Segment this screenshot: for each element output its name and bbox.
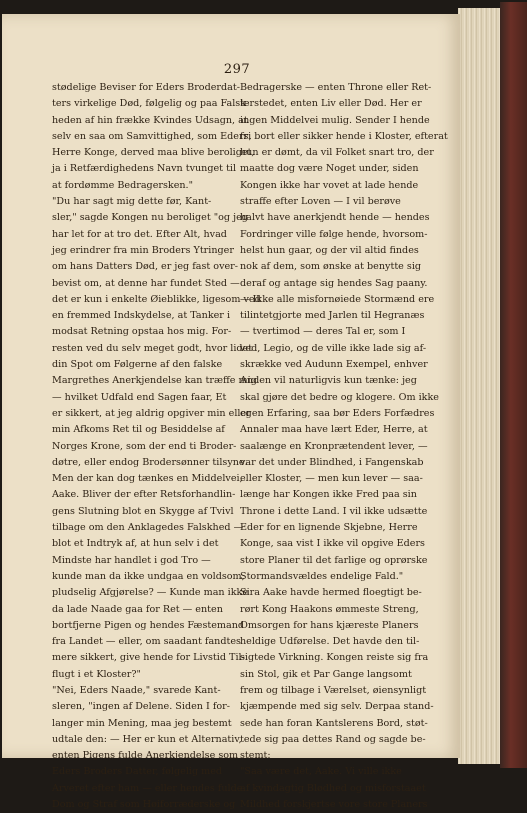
text-line: "Nei, Eders Naade," svarede Kant- (52, 684, 221, 696)
text-line: det er kun i enkelte Øieblikke, ligesom ved (52, 293, 261, 305)
text-line: halvt have anerkjendt hende — hendes (240, 212, 430, 224)
text-line: resten ved du selv meget godt, hvor lidet (52, 342, 253, 354)
text-line: Eders Broders Datter, følgelig med (52, 766, 223, 778)
text-line: Konge, saa vist I ikke vil opgive Eders (240, 538, 425, 550)
text-line: en fremmed Indskydelse, at Tanker i (52, 310, 231, 322)
text-column-right (240, 80, 448, 813)
text-line: maatte dog være Noget under, siden (240, 163, 419, 175)
book-cover-edge (500, 2, 527, 768)
text-line: tilintetgjorte med Jarlen til Hegranæs (240, 310, 425, 322)
text-line: Mildhed forskjertse vore store Planers (240, 799, 428, 811)
text-line: terstedet, enten Liv eller Død. Her er (240, 98, 422, 110)
text-line: udtale den: — Her er kun et Alternativ, (52, 733, 242, 745)
text-line: Dom og Straf som Høiforræderske og (52, 799, 236, 811)
text-line: sin Stol, gik et Par Gange langsomt (240, 668, 412, 680)
text-line: eller Kloster, — men kun lever — saa- (240, 473, 423, 485)
text-line: modsat Retning opstaa hos mig. For- (52, 326, 232, 338)
page-number: 297 (223, 62, 251, 77)
text-line: fri bort eller sikker hende i Kloster, efterat (240, 130, 448, 142)
text-line: Annaler maa have lært Eder, Herre, at (240, 424, 428, 436)
text-line: Kongen ikke har vovet at lade hende (240, 179, 419, 191)
text-line: tilbage om den Anklagedes Falskhed — (52, 522, 244, 534)
text-line: Men der kan dog tænkes en Middelvei, (52, 473, 243, 485)
text-line: Bedragerske — enten Throne eller Ret- (240, 82, 432, 93)
text-line: kjæmpende med sig selv. Derpaa stand- (240, 701, 434, 713)
text-line: om hans Datters Død, er jeg fast over- (52, 261, 238, 273)
text-line: pludselig Afgjørelse? — Kunde man ikke (52, 587, 249, 599)
text-line: sleren, "ingen af Delene. Siden I for- (52, 701, 230, 713)
text-line: langer min Mening, maa jeg bestemt (52, 717, 232, 729)
text-line: — Ikke alle misfornøiede Stormænd ere (240, 293, 435, 305)
text-line: ters virkelige Død, følgelig og paa Falsk- (52, 98, 250, 110)
text-line: Anden vil naturligvis kun tænke: jeg (240, 375, 417, 387)
text-line: Stormandsvældes endelige Fald." (240, 570, 404, 582)
text-line: — tvertimod — deres Tal er, som I (240, 326, 406, 338)
text-line: Mindste har handlet i god Tro — (52, 554, 211, 566)
text-line: Eder for en lignende Skjebne, Herre (240, 522, 418, 534)
text-line: længe har Kongen ikke Fred paa sin (240, 489, 417, 501)
text-line: Norges Krone, som der end ti Broder- (52, 440, 237, 452)
text-line: Omsorgen for hans kjæreste Planers (240, 619, 419, 631)
text-line: store Planer til det farlige og oprørske (240, 554, 428, 566)
text-line: tede sig paa dettes Rand og sagde be- (240, 733, 426, 745)
text-line: stødelige Beviser for Eders Broderdat- (52, 82, 240, 93)
text-line: din Spot om Følgerne af den falske (52, 359, 223, 371)
text-line: døtre, eller endog Brodersønner tilsyne. (52, 456, 248, 468)
text-line: egen Erfaring, saa bør Eders Forfædres (240, 407, 435, 419)
text-line: "Saa være det, Aake. Vi ville ikke (240, 766, 402, 778)
text-line: saalænge en Kronprætendent lever, — (240, 440, 428, 452)
text-line: Herre Konge, derved maa blive beroliget, (52, 147, 255, 159)
text-line: heldige Udførelse. Det havde den til- (240, 636, 420, 648)
text-line: "Du har sagt mig dette før, Kant- (52, 196, 212, 208)
text-line: har let for at tro det. Efter Alt, hvad (52, 228, 227, 240)
text-line: deraf og antage sig hendes Sag paany. (240, 277, 428, 289)
text-line: mere sikkert, give hende for Livstid Til- (52, 652, 245, 664)
text-line: min Afkoms Ret til og Besiddelse af (52, 424, 225, 436)
text-line: stemt: (240, 750, 271, 762)
text-line: nok af dem, som ønske at benytte sig (240, 261, 422, 273)
text-line: at fordømme Bedragersken." (52, 179, 194, 191)
text-line: ja i Retfærdighedens Navn tvunget til (52, 163, 237, 175)
text-line: rørt Kong Haakons ømmeste Streng, (240, 603, 419, 615)
text-line: skrække ved Audunn Exempel, enhver (240, 359, 428, 371)
book-page (2, 14, 460, 811)
text-line: helst hun gaar, og der vil altid findes (240, 244, 419, 256)
text-line: straffe efter Loven — I vil berøve (240, 196, 401, 208)
text-line: frem og tilbage i Værelset, øiensynligt (240, 684, 427, 696)
text-line: ingen Middelvei mulig. Sender I hende (240, 114, 430, 126)
text-line: skal gjøre det bedre og klogere. Om ikke (240, 391, 439, 403)
text-line: Margrethes Anerkjendelse kan træffe mig (52, 375, 257, 387)
text-line: enten Pigens fulde Anerkjendelse som (52, 750, 239, 762)
text-line: blot et Indtryk af, at hun selv i det (52, 538, 219, 550)
text-line: sler," sagde Kongen nu beroliget "og jeg (52, 212, 248, 224)
text-line: — hvilket Udfald end Sagen faar, Et (52, 391, 227, 403)
text-line: bortfjerne Pigen og hendes Fæstemand (52, 619, 245, 631)
text-line: jeg erindrer fra min Broders Ytringer (52, 244, 234, 256)
text-line: selv en saa om Samvittighed, som Eders, (52, 130, 252, 142)
text-line: sede han foran Kantslerens Bord, støt- (240, 717, 428, 729)
text-line: Aake. Bliver der efter Retsforhandlin- (52, 489, 236, 501)
text-line: er sikkert, at jeg aldrig opgiver min eller (52, 407, 251, 419)
text-line: heden af hin frække Kvindes Udsagn, at (52, 114, 248, 126)
text-line: sigtede Virkning. Kongen reiste sig fra (240, 652, 429, 664)
text-line: da lade Naade gaa for Ret — enten (52, 603, 223, 615)
text-line: Sira Aake havde hermed floegtigt be- (240, 587, 422, 599)
text-line: flugt i et Kloster?" (52, 668, 141, 680)
text-column-left (52, 80, 261, 813)
text-line: Fordringer ville følge hende, hvorsom- (240, 228, 428, 240)
text-line: gens Slutning blot en Skygge af Tvivl (52, 505, 234, 517)
text-line: kunde man da ikke undgaa en voldsom, (52, 570, 245, 582)
text-line: Arveret efter ham — eller hendes fulde (52, 782, 243, 794)
text-line: hun er dømt, da vil Folket snart tro, der (240, 147, 434, 159)
text-line: bevist om, at denne har fundet Sted — (52, 277, 240, 289)
text-line: var det under Blindhed, i Fangenskab (240, 456, 424, 468)
text-line: fra Landet — eller, om saadant fandtes (52, 636, 241, 648)
text-line: Throne i dette Land. I vil ikke udsætte (240, 505, 428, 517)
text-line: ved, Legio, og de ville ikke lade sig af- (240, 342, 427, 354)
text-line: af kvindagtig Blødhed og misforstaaet (240, 782, 426, 794)
page-edges (458, 8, 500, 764)
